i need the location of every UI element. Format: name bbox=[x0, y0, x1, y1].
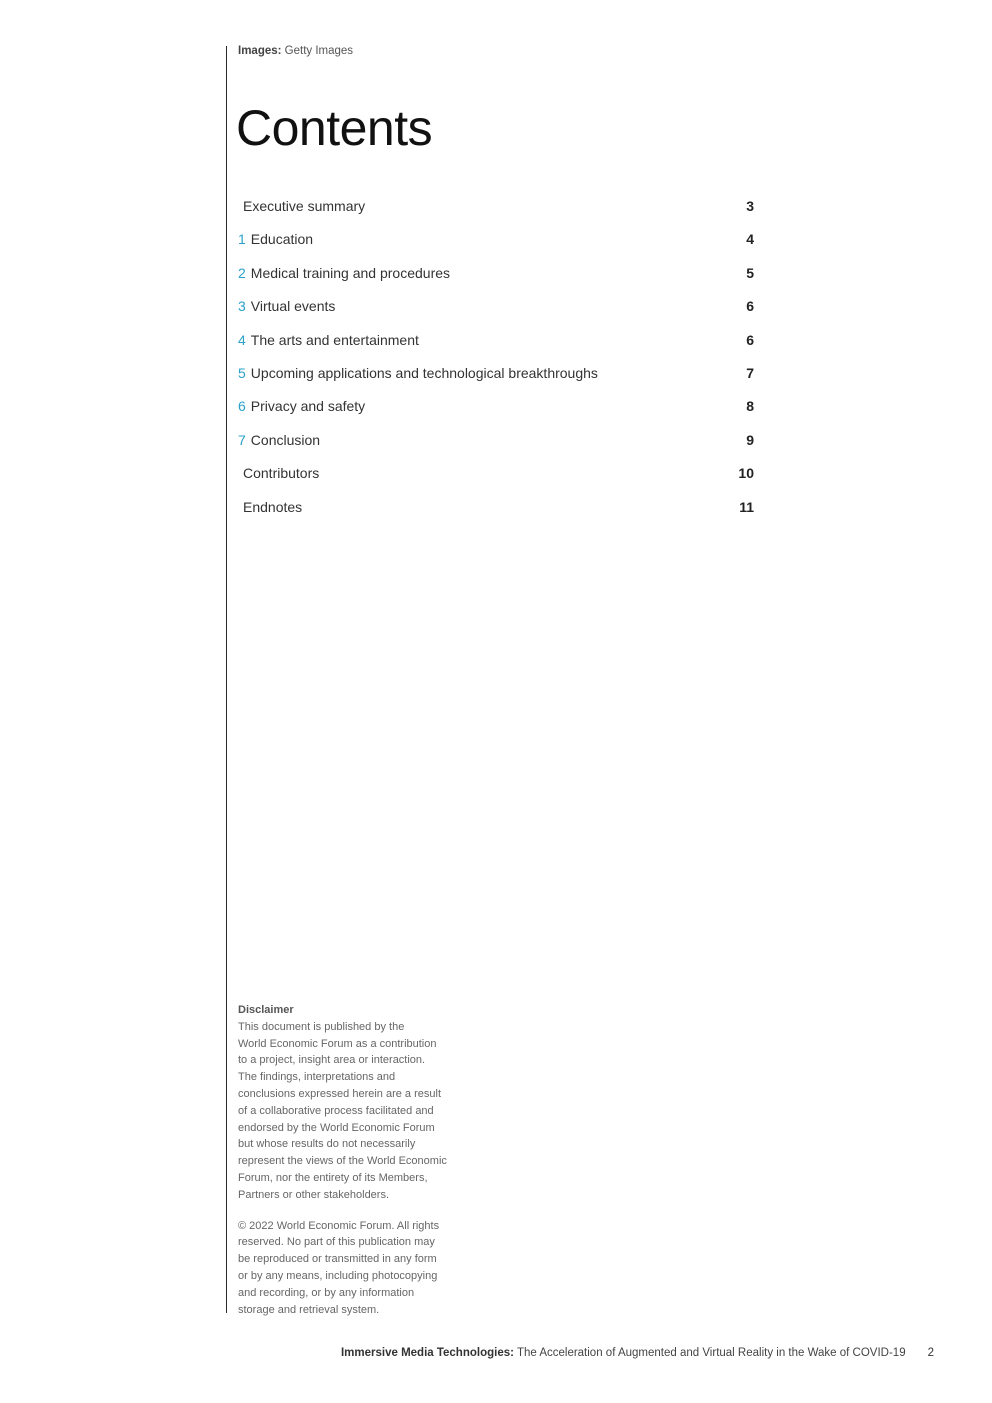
toc-item-upcoming-applications[interactable] bbox=[238, 361, 754, 394]
toc-item-medical-training[interactable] bbox=[238, 261, 754, 294]
disclaimer-heading: Disclaimer bbox=[238, 1004, 294, 1016]
toc-item-page: 3 bbox=[746, 198, 754, 214]
toc-item-number: 5 bbox=[238, 364, 246, 381]
toc-item-arts-entertainment[interactable] bbox=[238, 328, 754, 361]
page-footer bbox=[341, 1347, 934, 1359]
toc-item-label: Upcoming applications and technological breakthroughs bbox=[250, 364, 598, 381]
toc-item-label: Contributors bbox=[243, 465, 320, 482]
toc-item-label: Virtual events bbox=[250, 298, 336, 315]
left-vertical-rule bbox=[226, 46, 227, 1313]
toc-item-privacy-safety[interactable] bbox=[238, 394, 754, 427]
disclaimer-block bbox=[238, 1002, 478, 1318]
toc-item-page: 6 bbox=[746, 298, 754, 315]
toc-item-endnotes[interactable] bbox=[238, 495, 754, 528]
toc-item-page: 10 bbox=[738, 465, 754, 482]
image-credit bbox=[238, 45, 353, 57]
footer-report-title: Immersive Media Technologies: bbox=[340, 1347, 514, 1359]
toc-item-virtual-events[interactable] bbox=[238, 294, 754, 327]
toc-item-number: 1 bbox=[238, 231, 246, 248]
copyright-notice: © 2022 World Economic Forum. All rights reserved. No part of this publication may be reproduced or transmitted in any form or by any means, including photocopying and recording, or by any information storage and retrieval system. bbox=[238, 1219, 440, 1316]
toc-item-page: 11 bbox=[739, 498, 754, 515]
footer-page-number: 2 bbox=[927, 1347, 934, 1359]
footer-report-subtitle: The Acceleration of Augmented and Virtual Reality in the Wake of COVID-19 bbox=[513, 1347, 906, 1359]
toc-item-page: 4 bbox=[746, 231, 754, 248]
toc-item-page: 5 bbox=[746, 264, 754, 281]
toc-item-contributors[interactable] bbox=[238, 461, 754, 494]
toc-item-conclusion[interactable] bbox=[238, 428, 754, 461]
toc-item-label: Medical training and procedures bbox=[250, 264, 451, 281]
image-credit-value: Getty Images bbox=[281, 45, 354, 57]
toc-item-number: 3 bbox=[238, 298, 246, 315]
table-of-contents bbox=[238, 194, 754, 528]
toc-item-label: The arts and entertainment bbox=[250, 331, 419, 348]
toc-item-page: 8 bbox=[746, 398, 754, 415]
toc-item-page: 6 bbox=[746, 331, 754, 348]
toc-item-label: Executive summary bbox=[243, 198, 366, 214]
toc-item-number: 4 bbox=[238, 331, 246, 348]
toc-item-label: Conclusion bbox=[250, 431, 321, 448]
toc-item-page: 9 bbox=[746, 431, 754, 448]
toc-item-number: 7 bbox=[238, 431, 246, 448]
toc-item-page: 7 bbox=[746, 364, 754, 381]
toc-item-label: Education bbox=[250, 231, 314, 248]
toc-item-education[interactable] bbox=[238, 227, 754, 260]
toc-item-number: 6 bbox=[238, 398, 246, 415]
toc-item-label: Endnotes bbox=[243, 498, 303, 515]
disclaimer-body: This document is published by the World Economic Forum as a contribution to a project, insight area or interaction. The findings, interpretations and conclusions expressed herein are a result of a collaborative process facilitated and endorsed by the World Economic Forum but whose results do not necessarily represent the views of the World Economic Forum, nor the entirety of its Members, Partners or other stakeholders. bbox=[238, 1020, 447, 1201]
toc-item-executive-summary[interactable] bbox=[238, 194, 754, 227]
toc-item-number: 2 bbox=[238, 264, 246, 281]
toc-item-label: Privacy and safety bbox=[250, 398, 366, 415]
page-title: Contents bbox=[236, 100, 433, 156]
image-credit-label: Images: bbox=[238, 45, 282, 57]
